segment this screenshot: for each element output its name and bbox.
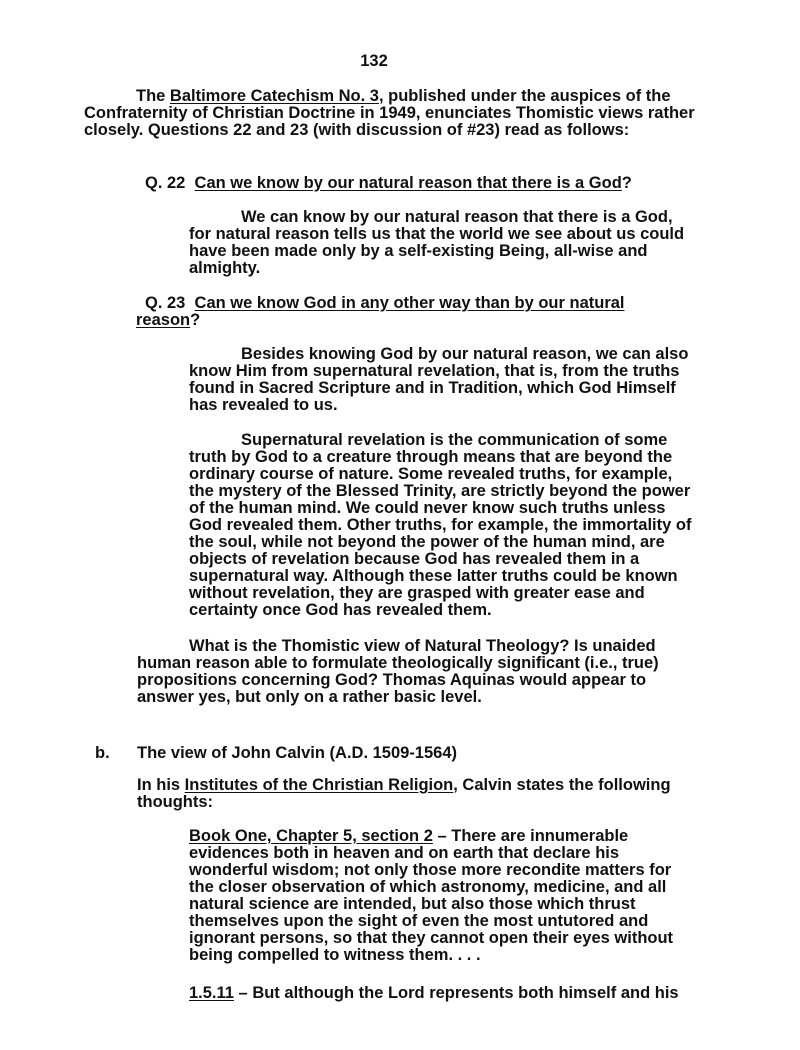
quote2-text: – But although the Lord represents both himself and his: [233, 984, 679, 1002]
q22-question: Can we know by our natural reason that there is a God: [194, 174, 622, 192]
catechism-title: Baltimore Catechism No. 3: [169, 87, 379, 105]
calvin-quote-1: [189, 828, 699, 964]
institutes-title: Institutes of the Christian Religion: [184, 776, 454, 794]
section-b-heading: The view of John Calvin (A.D. 1509-1564): [137, 744, 458, 762]
calvin-intro-pre: In his: [137, 776, 185, 794]
intro-paragraph: [84, 88, 706, 139]
quote1-reference: Book One, Chapter 5, section 2: [189, 827, 433, 845]
q23-number: Q. 23: [145, 294, 186, 312]
q23-heading-line2: [136, 312, 200, 329]
q23-qmark: ?: [190, 311, 201, 329]
quote2-reference: 1.5.11: [189, 984, 234, 1002]
q22-answer: We can know by our natural reason that there is a God, for natural reason tells us that the world we see about us could have been made only by a self-existing Being, all-wise and almighty.: [189, 208, 685, 277]
q23-answer-1: Besides knowing God by our natural reason, we can also know Him from supernatural revelation, that is, from the truths found in Sacred Scripture and in Tradition, which God Himself has revealed to us.: [189, 345, 689, 414]
thomistic-question: What is the Thomistic view of Natural Theology? Is unaided human reason able to formulate theologically significant (i.e., true) propositions concerning God? Thomas Aquinas would appear to answer yes, but only on a rather basic level.: [137, 637, 659, 706]
intro-pre: The: [136, 87, 170, 105]
q23-heading-line1: [145, 295, 705, 312]
q23-question-line1: Can we know God in any other way than by our natural: [194, 294, 625, 312]
q23-question-line2: reason: [136, 311, 191, 329]
calvin-intro: [137, 777, 697, 811]
section-b-label: b.: [95, 744, 110, 762]
calvin-quote-2: [189, 985, 729, 1002]
page-number: 132: [360, 52, 388, 70]
intro-post: , published under the auspices of the Confraternity of Christian Doctrine in 1949, enunciates Thomistic views rather closely. Questions 22 and 23 (with discussion of #23) read as follows:: [84, 87, 695, 139]
q22-qmark: ?: [621, 174, 632, 192]
quote1-text: – There are innumerable evidences both in heaven and on earth that declare his wonderful wisdom; not only those more recondite matters for the closer observation of which astronomy, medicine, and all natural science are intended, but also those which thrust themselves upon the sight of even the most untutored and ignorant persons, so that they cannot open their eyes without being compelled to witness them. . . .: [189, 827, 674, 964]
q22-heading: [145, 175, 705, 192]
calvin-intro-post: , Calvin states the following thoughts:: [137, 776, 671, 811]
q22-number: Q. 22: [145, 174, 186, 192]
q23-answer-2: Supernatural revelation is the communication of some truth by God to a creature through means that are beyond the ordinary course of nature. Some revealed truths, for example, the mystery of the Blessed Trinity, are strictly beyond the power of the human mind. We could never know such truths unless God revealed them. Other truths, for example, the immortality of the soul, while not beyond the power of the human mind, are objects of revelation because God has revealed them in a supernatural way. Although these latter truths could be known without revelation, they are grasped with greater ease and certainty once God has revealed them.: [189, 431, 692, 619]
